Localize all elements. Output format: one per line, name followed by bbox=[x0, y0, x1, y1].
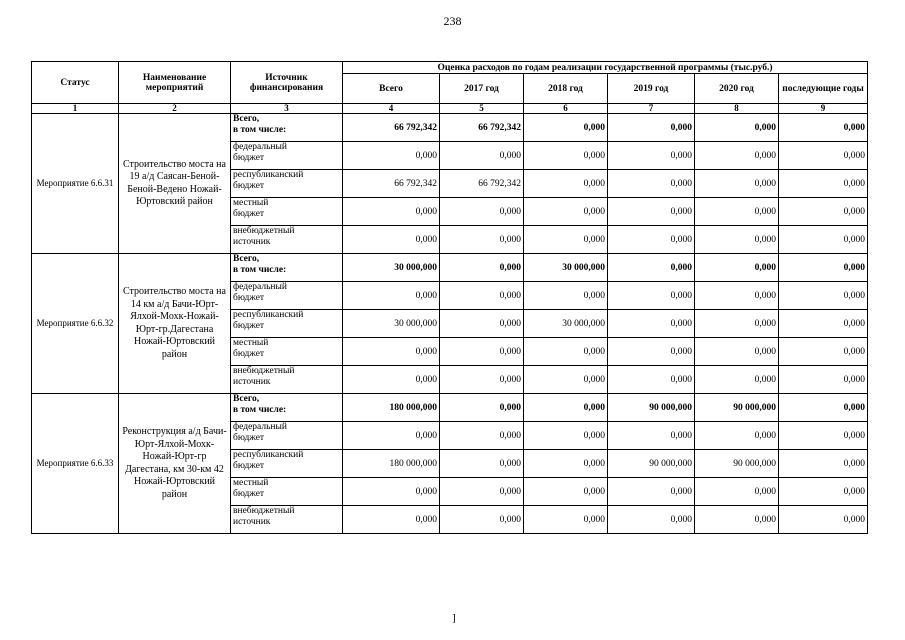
header-status: Статус bbox=[32, 62, 119, 104]
amount-cell: 0,000 bbox=[440, 310, 524, 338]
amount-cell: 0,000 bbox=[779, 310, 868, 338]
amount-cell: 0,000 bbox=[343, 226, 440, 254]
amount-cell: 30 000,000 bbox=[524, 310, 608, 338]
amount-cell: 0,000 bbox=[440, 254, 524, 282]
amount-cell: 0,000 bbox=[695, 422, 779, 450]
amount-cell: 0,000 bbox=[608, 310, 695, 338]
amount-cell: 0,000 bbox=[779, 366, 868, 394]
amount-cell: 66 792,342 bbox=[440, 114, 524, 142]
amount-cell: 30 000,000 bbox=[343, 254, 440, 282]
header-year-2020: 2020 год bbox=[695, 74, 779, 104]
measure-name: Строительство моста на 14 км а/д Бачи-Юрт-Ялхой-Мохк-Ножай-Юрт-гр.Дагестана Ножай-Юртовский район bbox=[119, 254, 231, 394]
funding-source: местный бюджет bbox=[231, 338, 343, 366]
amount-cell: 0,000 bbox=[608, 506, 695, 534]
amount-cell: 0,000 bbox=[695, 366, 779, 394]
amount-cell: 0,000 bbox=[779, 506, 868, 534]
funding-source: внебюджетный источник bbox=[231, 226, 343, 254]
amount-cell: 0,000 bbox=[695, 506, 779, 534]
amount-cell: 0,000 bbox=[440, 450, 524, 478]
amount-cell: 180 000,000 bbox=[343, 394, 440, 422]
amount-cell: 0,000 bbox=[779, 422, 868, 450]
amount-cell: 0,000 bbox=[779, 114, 868, 142]
amount-cell: 0,000 bbox=[779, 394, 868, 422]
amount-cell: 0,000 bbox=[695, 254, 779, 282]
amount-cell: 66 792,342 bbox=[343, 170, 440, 198]
amount-cell: 0,000 bbox=[524, 226, 608, 254]
amount-cell: 0,000 bbox=[440, 366, 524, 394]
amount-cell: 0,000 bbox=[343, 338, 440, 366]
amount-cell: 0,000 bbox=[524, 366, 608, 394]
amount-cell: 66 792,342 bbox=[343, 114, 440, 142]
amount-cell: 0,000 bbox=[343, 478, 440, 506]
amount-cell: 0,000 bbox=[524, 142, 608, 170]
amount-cell: 0,000 bbox=[779, 170, 868, 198]
amount-cell: 0,000 bbox=[695, 478, 779, 506]
amount-cell: 0,000 bbox=[524, 114, 608, 142]
amount-cell: 0,000 bbox=[343, 506, 440, 534]
amount-cell: 90 000,000 bbox=[608, 450, 695, 478]
amount-cell: 0,000 bbox=[779, 338, 868, 366]
amount-cell: 66 792,342 bbox=[440, 170, 524, 198]
column-number: 4 bbox=[343, 104, 440, 114]
column-number-row bbox=[32, 104, 868, 114]
amount-cell: 0,000 bbox=[440, 226, 524, 254]
amount-cell: 0,000 bbox=[608, 282, 695, 310]
funding-source: внебюджетный источник bbox=[231, 506, 343, 534]
amount-cell: 0,000 bbox=[608, 170, 695, 198]
amount-cell: 0,000 bbox=[779, 478, 868, 506]
funding-source: местный бюджет bbox=[231, 198, 343, 226]
table-row bbox=[32, 254, 868, 282]
amount-cell: 0,000 bbox=[524, 394, 608, 422]
column-number: 1 bbox=[32, 104, 119, 114]
amount-cell: 0,000 bbox=[695, 282, 779, 310]
funding-source: федеральный бюджет bbox=[231, 422, 343, 450]
amount-cell: 0,000 bbox=[608, 198, 695, 226]
amount-cell: 0,000 bbox=[524, 422, 608, 450]
table-row bbox=[32, 114, 868, 142]
amount-cell: 0,000 bbox=[779, 254, 868, 282]
amount-cell: 0,000 bbox=[695, 310, 779, 338]
amount-cell: 0,000 bbox=[440, 394, 524, 422]
funding-source: федеральный бюджет bbox=[231, 282, 343, 310]
amount-cell: 0,000 bbox=[440, 198, 524, 226]
amount-cell: 0,000 bbox=[440, 422, 524, 450]
column-number: 3 bbox=[231, 104, 343, 114]
amount-cell: 0,000 bbox=[608, 142, 695, 170]
header-year-2019: 2019 год bbox=[608, 74, 695, 104]
amount-cell: 0,000 bbox=[440, 478, 524, 506]
amount-cell: 0,000 bbox=[608, 338, 695, 366]
table-body bbox=[32, 114, 868, 534]
amount-cell: 0,000 bbox=[695, 114, 779, 142]
amount-cell: 0,000 bbox=[695, 338, 779, 366]
funding-source: федеральный бюджет bbox=[231, 142, 343, 170]
amount-cell: 0,000 bbox=[779, 226, 868, 254]
amount-cell: 0,000 bbox=[608, 114, 695, 142]
amount-cell: 0,000 bbox=[524, 198, 608, 226]
amount-cell: 90 000,000 bbox=[608, 394, 695, 422]
budget-table bbox=[31, 61, 868, 534]
table-row bbox=[32, 394, 868, 422]
column-number: 9 bbox=[779, 104, 868, 114]
measure-status: Мероприятие 6.6.33 bbox=[32, 394, 119, 534]
funding-source: Всего, в том числе: bbox=[231, 394, 343, 422]
amount-cell: 0,000 bbox=[440, 506, 524, 534]
amount-cell: 0,000 bbox=[343, 198, 440, 226]
header-name: Наименование мероприятий bbox=[119, 62, 231, 104]
amount-cell: 0,000 bbox=[779, 450, 868, 478]
amount-cell: 0,000 bbox=[608, 422, 695, 450]
funding-source: Всего, в том числе: bbox=[231, 114, 343, 142]
funding-source: республиканский бюджет bbox=[231, 450, 343, 478]
amount-cell: 90 000,000 bbox=[695, 450, 779, 478]
column-number: 8 bbox=[695, 104, 779, 114]
funding-source: внебюджетный источник bbox=[231, 366, 343, 394]
amount-cell: 0,000 bbox=[524, 170, 608, 198]
funding-source: республиканский бюджет bbox=[231, 310, 343, 338]
header-year-2018: 2018 год bbox=[524, 74, 608, 104]
header-year-total: Всего bbox=[343, 74, 440, 104]
amount-cell: 0,000 bbox=[343, 366, 440, 394]
funding-source: Всего, в том числе: bbox=[231, 254, 343, 282]
amount-cell: 0,000 bbox=[695, 198, 779, 226]
header-source: Источник финансирования bbox=[231, 62, 343, 104]
amount-cell: 0,000 bbox=[343, 282, 440, 310]
amount-cell: 180 000,000 bbox=[343, 450, 440, 478]
measure-status: Мероприятие 6.6.31 bbox=[32, 114, 119, 254]
footer-mark: ] bbox=[452, 612, 456, 624]
amount-cell: 0,000 bbox=[524, 478, 608, 506]
amount-cell: 0,000 bbox=[343, 422, 440, 450]
funding-source: республиканский бюджет bbox=[231, 170, 343, 198]
amount-cell: 0,000 bbox=[524, 450, 608, 478]
amount-cell: 0,000 bbox=[779, 282, 868, 310]
column-number: 6 bbox=[524, 104, 608, 114]
amount-cell: 0,000 bbox=[608, 366, 695, 394]
amount-cell: 90 000,000 bbox=[695, 394, 779, 422]
amount-cell: 0,000 bbox=[524, 338, 608, 366]
amount-cell: 0,000 bbox=[695, 142, 779, 170]
amount-cell: 0,000 bbox=[779, 142, 868, 170]
amount-cell: 0,000 bbox=[440, 338, 524, 366]
amount-cell: 0,000 bbox=[524, 282, 608, 310]
amount-cell: 0,000 bbox=[608, 226, 695, 254]
amount-cell: 0,000 bbox=[779, 198, 868, 226]
measure-name: Строительство моста на 19 а/д Саясан-Беной-Беной-Ведено Ножай-Юртовский район bbox=[119, 114, 231, 254]
amount-cell: 30 000,000 bbox=[524, 254, 608, 282]
header-estimate: Оценка расходов по годам реализации государственной программы (тыс.руб.) bbox=[343, 62, 868, 74]
amount-cell: 0,000 bbox=[343, 142, 440, 170]
amount-cell: 0,000 bbox=[695, 170, 779, 198]
amount-cell: 0,000 bbox=[524, 506, 608, 534]
amount-cell: 0,000 bbox=[608, 478, 695, 506]
measure-status: Мероприятие 6.6.32 bbox=[32, 254, 119, 394]
measure-name: Реконструкция а/д Бачи-Юрт-Ялхой-Мохк-Ножай-Юрт-гр Дагестана, км 30-км 42 Ножай-Юртовский район bbox=[119, 394, 231, 534]
page-number: 238 bbox=[443, 14, 462, 28]
amount-cell: 0,000 bbox=[608, 254, 695, 282]
header-year-2017: 2017 год bbox=[440, 74, 524, 104]
column-number: 2 bbox=[119, 104, 231, 114]
amount-cell: 30 000,000 bbox=[343, 310, 440, 338]
amount-cell: 0,000 bbox=[440, 282, 524, 310]
amount-cell: 0,000 bbox=[440, 142, 524, 170]
column-number: 7 bbox=[608, 104, 695, 114]
header-year-later: последующие годы bbox=[779, 74, 868, 104]
amount-cell: 0,000 bbox=[695, 226, 779, 254]
funding-source: местный бюджет bbox=[231, 478, 343, 506]
column-number: 5 bbox=[440, 104, 524, 114]
